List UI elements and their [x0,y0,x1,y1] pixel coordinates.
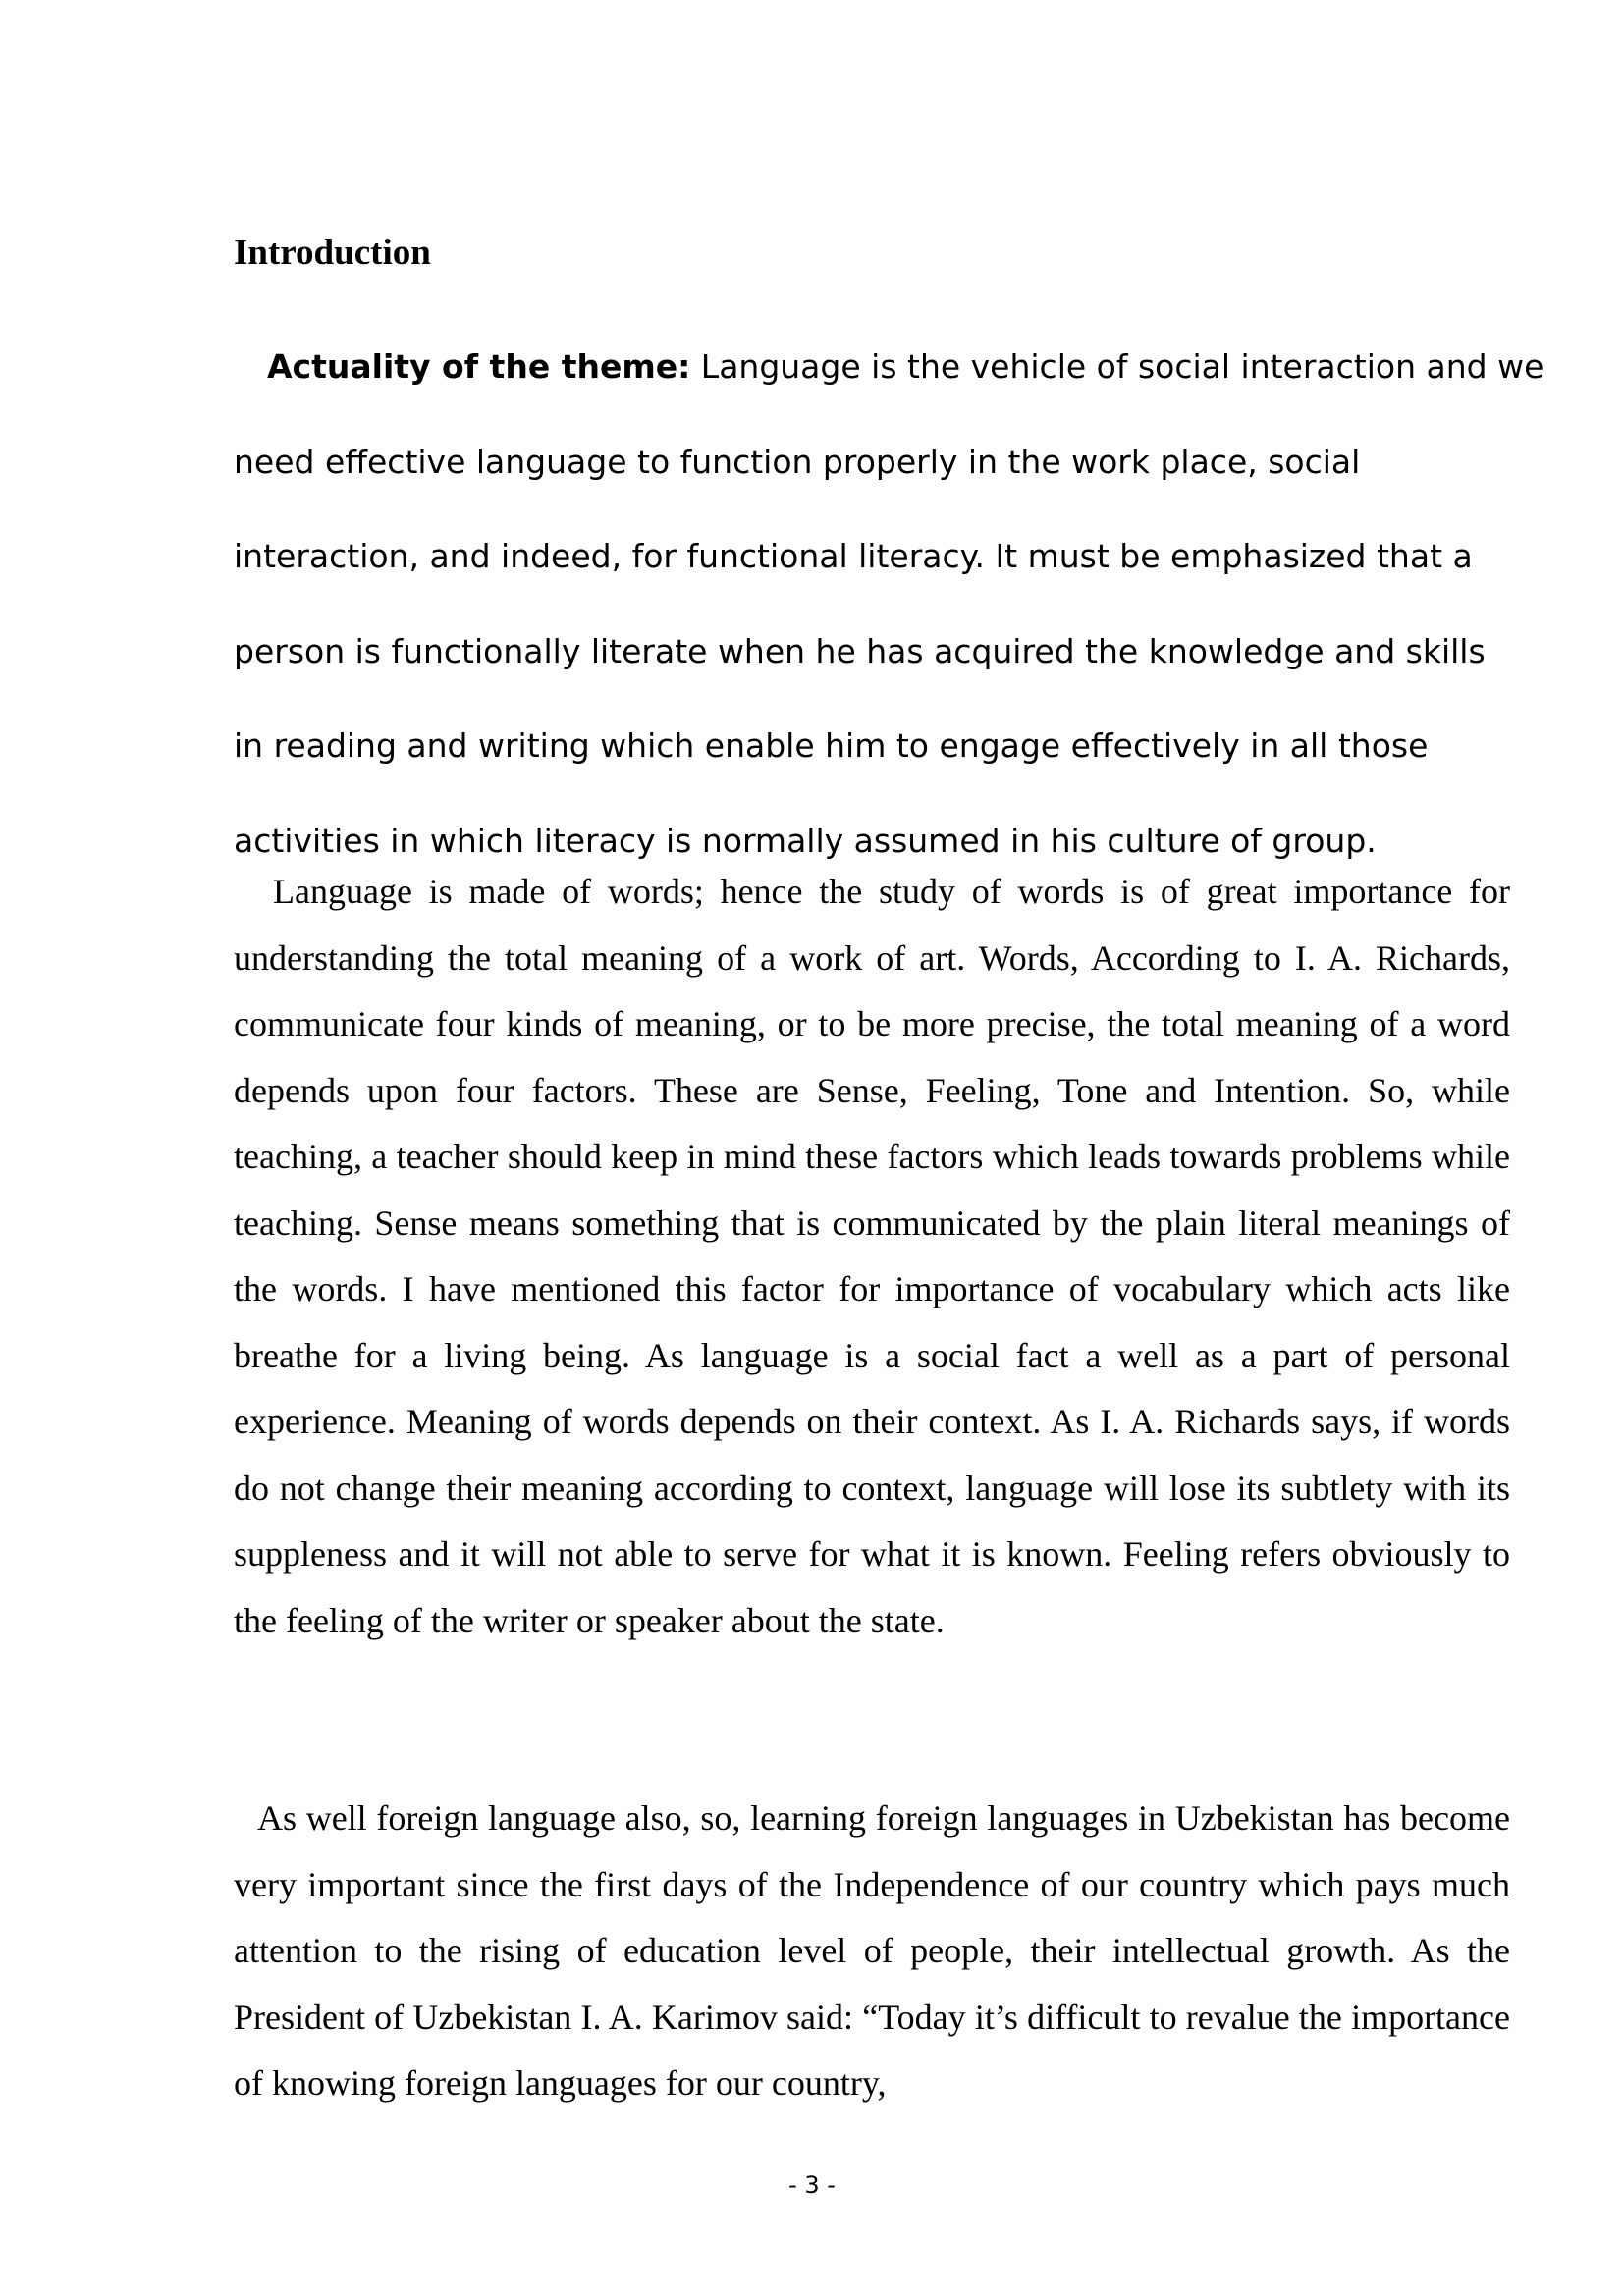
actuality-line-4: person is functionally literate when he has acquired the knowledge and skills [234,631,1486,670]
actuality-first-line [234,320,1544,415]
body-paragraph-foreign-language: As well foreign language also, so, learning foreign languages in Uzbekistan has become very important since the first days of the Independence of our country which pays much attention to the rising of education level of people, their intellectual growth. As the President of Uzbekistan I. A. Karimov said: “Today it’s difficult to revalue the importance of knowing foreign languages for our country, [234,1798,1510,2103]
actuality-line-2: need effective language to function properly in the work place, social [234,442,1361,481]
section-heading: Introduction [234,233,431,273]
actuality-line-6: activities in which literacy is normally assumed in his culture of group. [234,821,1377,860]
actuality-label: Actuality of the theme: [267,347,691,386]
page-number: - 3 - [788,2171,836,2199]
actuality-paragraph [234,320,1544,888]
actuality-line-3: interaction, and indeed, for functional literacy. It must be emphasized that a [234,537,1473,575]
actuality-line-1: Language is the vehicle of social interaction and we [690,347,1544,386]
body-paragraph-words: Language is made of words; hence the study of words is of great importance for understanding the total meaning of a work of art. Words, According to I. A. Richards, communicate four kinds of meaning, or to be more precise, the total meaning of a word depends upon four factors. These are Sense, Feeling, Tone and Intention. So, while teaching, a teacher should keep in mind these factors which leads towards problems while teaching. Sense means something that is communicated by the plain literal meanings of the words. I have mentioned this factor for importance of vocabulary which acts like breathe for a living being. As language is a social fact a well as a part of personal experience. Meaning of words depends on their context. As I. A. Richards says, if words do not change their meaning according to context, language will lose its subtlety with its suppleness and it will not able to serve for what it is known. Feeling refers obviously to the feeling of the writer or speaker about the state. [234,872,1510,1640]
actuality-line-5: in reading and writing which enable him to engage effectively in all those [234,726,1429,765]
